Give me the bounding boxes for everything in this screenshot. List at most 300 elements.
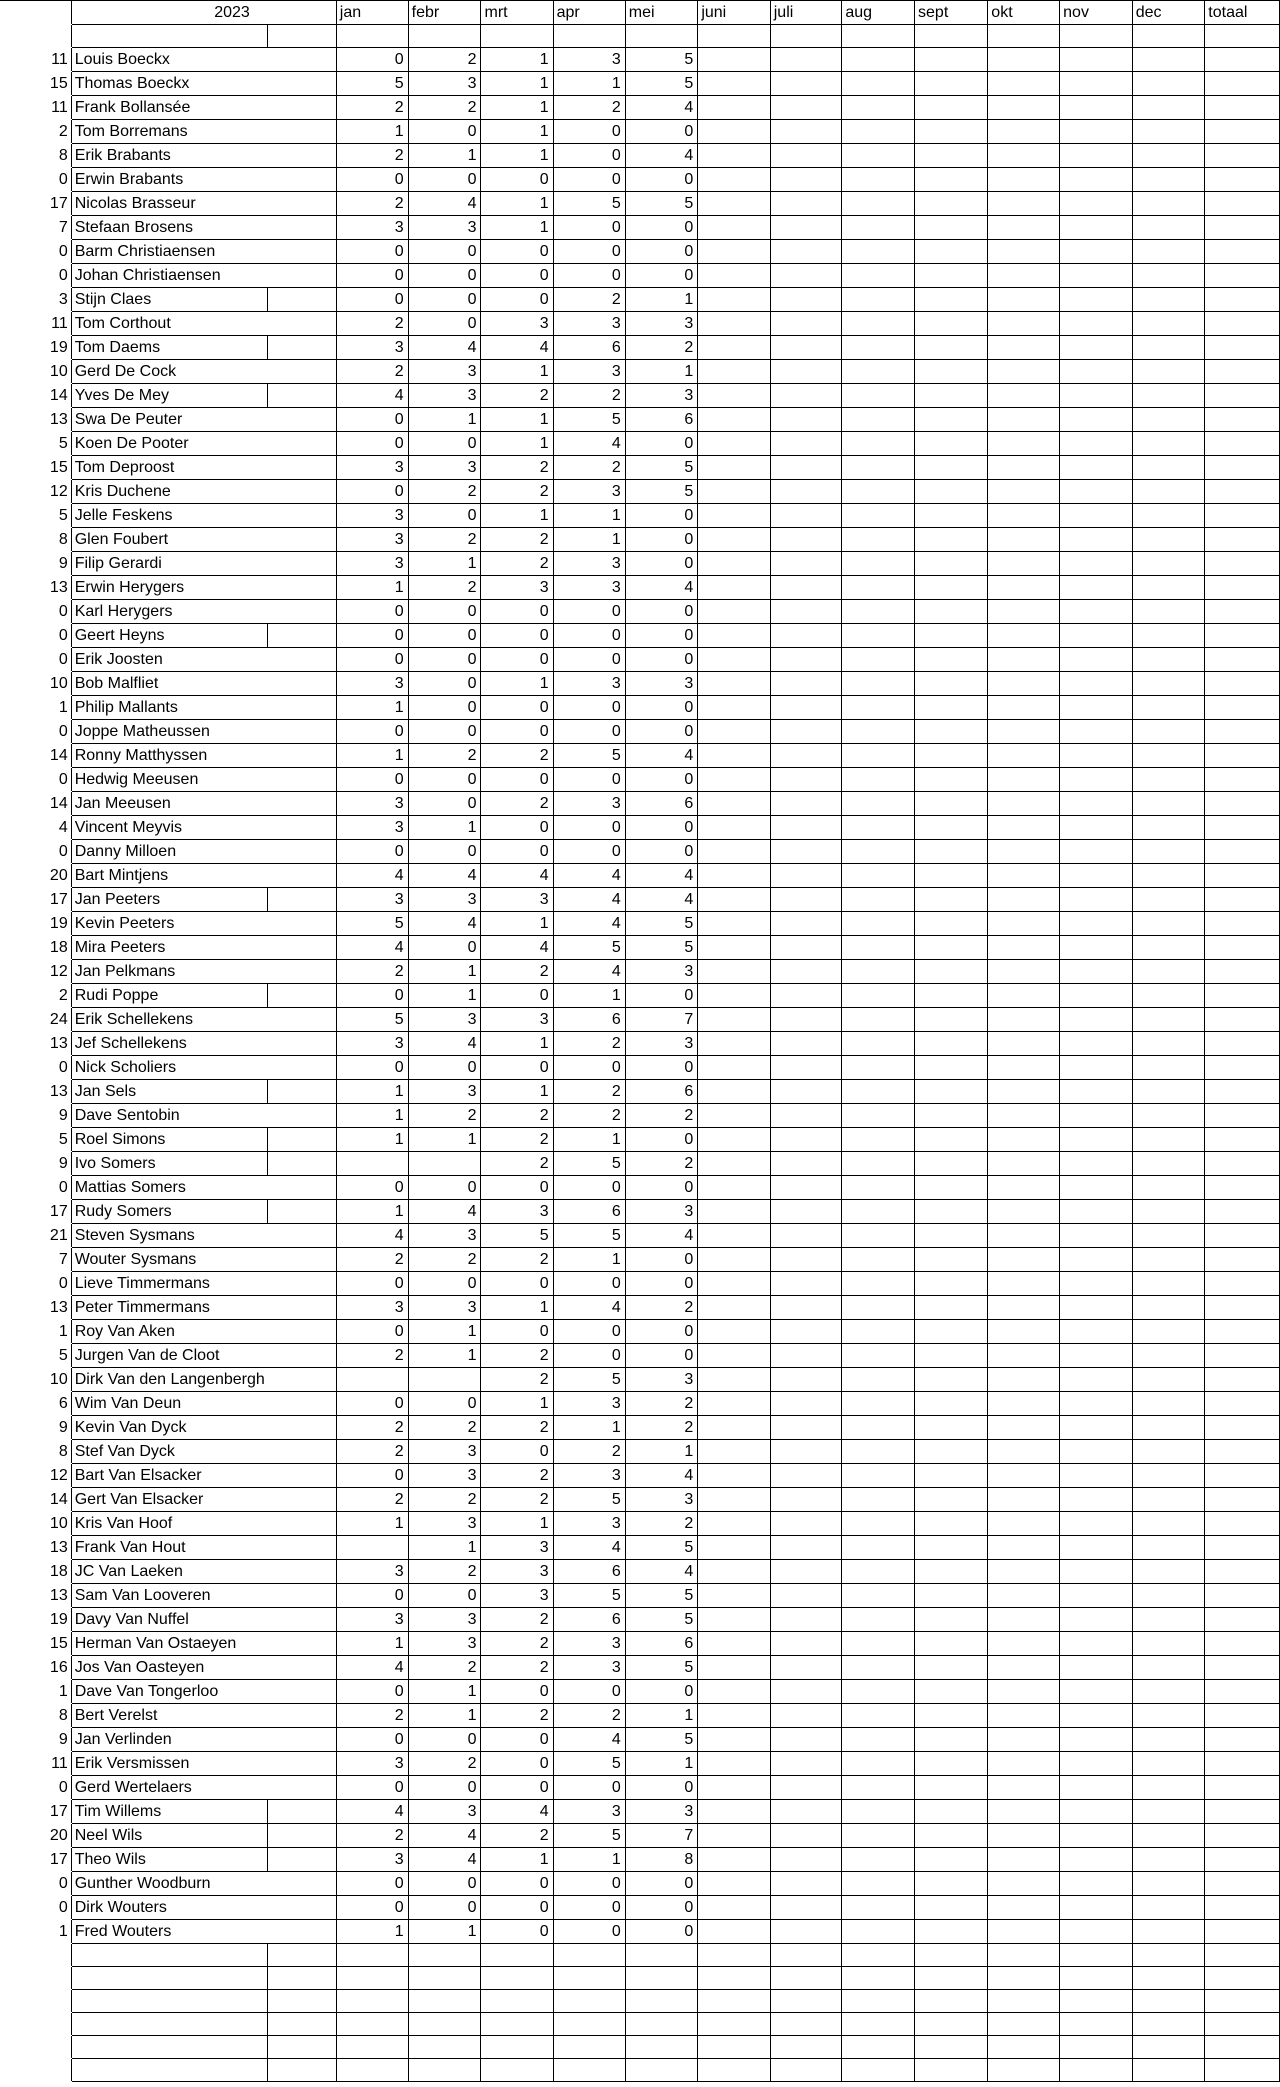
empty-month-cell[interactable] xyxy=(842,768,915,792)
empty-cell[interactable] xyxy=(0,1944,71,1967)
row-total-cell[interactable]: 11 xyxy=(0,96,71,120)
empty-month-cell[interactable] xyxy=(1132,1368,1205,1392)
month-value-cell[interactable]: 2 xyxy=(336,312,408,336)
empty-month-cell[interactable] xyxy=(842,576,915,600)
month-value-cell[interactable]: 3 xyxy=(336,792,408,816)
member-name-cell[interactable]: Steven Sysmans xyxy=(71,1224,268,1248)
month-value-cell[interactable]: 5 xyxy=(553,1488,625,1512)
empty-month-cell[interactable] xyxy=(988,1416,1060,1440)
empty-month-cell[interactable] xyxy=(1060,1056,1133,1080)
empty-month-cell[interactable] xyxy=(770,1680,842,1704)
month-value-cell[interactable]: 5 xyxy=(336,912,408,936)
row-total-cell[interactable]: 19 xyxy=(0,336,71,360)
empty-month-cell[interactable] xyxy=(1132,1392,1205,1416)
empty-month-cell[interactable] xyxy=(1132,48,1205,72)
empty-month-cell[interactable] xyxy=(915,1224,988,1248)
empty-month-cell[interactable] xyxy=(698,1008,770,1032)
empty-month-cell[interactable] xyxy=(770,1824,842,1848)
empty-month-cell[interactable] xyxy=(1132,1896,1205,1920)
month-value-cell[interactable]: 2 xyxy=(481,1104,553,1128)
empty-month-cell[interactable] xyxy=(915,1824,988,1848)
empty-month-cell[interactable] xyxy=(988,552,1060,576)
month-value-cell[interactable]: 1 xyxy=(336,1200,408,1224)
month-value-cell[interactable]: 3 xyxy=(481,1008,553,1032)
row-total-cell[interactable]: 17 xyxy=(0,888,71,912)
empty-month-cell[interactable] xyxy=(1060,1536,1133,1560)
month-value-cell[interactable]: 2 xyxy=(625,1296,698,1320)
month-value-cell[interactable]: 3 xyxy=(553,48,625,72)
empty-cell[interactable] xyxy=(915,2036,988,2059)
month-value-cell[interactable]: 2 xyxy=(625,1152,698,1176)
month-value-cell[interactable]: 0 xyxy=(481,168,553,192)
empty-month-cell[interactable] xyxy=(770,1920,842,1944)
empty-month-cell[interactable] xyxy=(915,144,988,168)
empty-month-cell[interactable] xyxy=(1132,624,1205,648)
member-name-cell[interactable]: Roy Van Aken xyxy=(71,1320,268,1344)
member-name-cell[interactable]: Jos Van Oasteyen xyxy=(71,1656,268,1680)
name-spill-cell[interactable] xyxy=(268,408,337,432)
month-value-cell[interactable]: 0 xyxy=(408,624,481,648)
month-value-cell[interactable]: 4 xyxy=(553,432,625,456)
empty-cell[interactable] xyxy=(842,1990,915,2013)
empty-month-cell[interactable] xyxy=(770,1128,842,1152)
month-value-cell[interactable]: 0 xyxy=(481,648,553,672)
month-value-cell[interactable] xyxy=(336,1152,408,1176)
month-value-cell[interactable]: 5 xyxy=(553,1824,625,1848)
month-value-cell[interactable]: 0 xyxy=(481,720,553,744)
month-value-cell[interactable]: 3 xyxy=(408,1224,481,1248)
empty-month-cell[interactable] xyxy=(1132,1296,1205,1320)
empty-cell[interactable] xyxy=(1060,1967,1133,1990)
empty-cell[interactable] xyxy=(553,1944,625,1967)
month-value-cell[interactable]: 3 xyxy=(481,1560,553,1584)
month-value-cell[interactable]: 0 xyxy=(553,1320,625,1344)
month-value-cell[interactable]: 3 xyxy=(553,576,625,600)
empty-month-cell[interactable] xyxy=(1205,1344,1280,1368)
month-value-cell[interactable]: 3 xyxy=(553,552,625,576)
empty-month-cell[interactable] xyxy=(988,480,1060,504)
row-total-cell[interactable]: 2 xyxy=(0,984,71,1008)
empty-month-cell[interactable] xyxy=(698,984,770,1008)
empty-month-cell[interactable] xyxy=(770,576,842,600)
empty-month-cell[interactable] xyxy=(915,1752,988,1776)
empty-month-cell[interactable] xyxy=(842,672,915,696)
empty-month-cell[interactable] xyxy=(988,1704,1060,1728)
month-value-cell[interactable]: 2 xyxy=(625,1104,698,1128)
empty-month-cell[interactable] xyxy=(770,408,842,432)
member-name-cell[interactable]: Erwin Herygers xyxy=(71,576,268,600)
empty-month-cell[interactable] xyxy=(915,576,988,600)
month-value-cell[interactable]: 1 xyxy=(408,1704,481,1728)
empty-month-cell[interactable] xyxy=(842,144,915,168)
empty-month-cell[interactable] xyxy=(915,1248,988,1272)
empty-month-cell[interactable] xyxy=(915,1800,988,1824)
empty-cell[interactable] xyxy=(0,2059,71,2082)
empty-month-cell[interactable] xyxy=(915,936,988,960)
row-total-cell[interactable]: 10 xyxy=(0,1512,71,1536)
empty-month-cell[interactable] xyxy=(988,1008,1060,1032)
month-value-cell[interactable]: 0 xyxy=(553,216,625,240)
empty-cell[interactable] xyxy=(770,1944,842,1967)
empty-month-cell[interactable] xyxy=(698,624,770,648)
empty-month-cell[interactable] xyxy=(1060,408,1133,432)
empty-month-cell[interactable] xyxy=(770,168,842,192)
empty-month-cell[interactable] xyxy=(842,792,915,816)
empty-month-cell[interactable] xyxy=(915,1080,988,1104)
month-value-cell[interactable]: 3 xyxy=(336,528,408,552)
month-value-cell[interactable]: 3 xyxy=(553,1392,625,1416)
empty-month-cell[interactable] xyxy=(770,1440,842,1464)
empty-month-cell[interactable] xyxy=(842,744,915,768)
month-value-cell[interactable]: 0 xyxy=(408,648,481,672)
empty-month-cell[interactable] xyxy=(915,1056,988,1080)
empty-month-cell[interactable] xyxy=(1132,264,1205,288)
month-value-cell[interactable]: 0 xyxy=(553,624,625,648)
month-value-cell[interactable]: 1 xyxy=(336,576,408,600)
empty-month-cell[interactable] xyxy=(1060,1488,1133,1512)
empty-month-cell[interactable] xyxy=(842,264,915,288)
empty-month-cell[interactable] xyxy=(988,1200,1060,1224)
empty-month-cell[interactable] xyxy=(1060,1824,1133,1848)
empty-month-cell[interactable] xyxy=(1060,1656,1133,1680)
empty-month-cell[interactable] xyxy=(988,1128,1060,1152)
month-value-cell[interactable]: 1 xyxy=(481,96,553,120)
empty-month-cell[interactable] xyxy=(698,1104,770,1128)
month-value-cell[interactable]: 0 xyxy=(625,1128,698,1152)
empty-month-cell[interactable] xyxy=(1060,1032,1133,1056)
empty-month-cell[interactable] xyxy=(698,1776,770,1800)
month-value-cell[interactable]: 1 xyxy=(481,504,553,528)
empty-month-cell[interactable] xyxy=(1060,1920,1133,1944)
member-name-cell[interactable]: Jan Verlinden xyxy=(71,1728,268,1752)
empty-month-cell[interactable] xyxy=(1060,264,1133,288)
month-value-cell[interactable]: 5 xyxy=(553,1224,625,1248)
month-value-cell[interactable]: 5 xyxy=(625,912,698,936)
name-spill-cell[interactable] xyxy=(268,1200,337,1224)
empty-month-cell[interactable] xyxy=(1205,888,1280,912)
month-value-cell[interactable]: 5 xyxy=(625,936,698,960)
name-spill-cell[interactable] xyxy=(268,1536,337,1560)
empty-month-cell[interactable] xyxy=(770,840,842,864)
name-spill-cell[interactable] xyxy=(268,720,337,744)
month-value-cell[interactable]: 4 xyxy=(481,1800,553,1824)
month-value-cell[interactable]: 0 xyxy=(408,768,481,792)
month-value-cell[interactable]: 2 xyxy=(481,1152,553,1176)
empty-month-cell[interactable] xyxy=(1060,1440,1133,1464)
month-value-cell[interactable]: 2 xyxy=(336,1416,408,1440)
empty-month-cell[interactable] xyxy=(915,1632,988,1656)
month-value-cell[interactable]: 3 xyxy=(408,360,481,384)
month-value-cell[interactable]: 1 xyxy=(336,1128,408,1152)
empty-month-cell[interactable] xyxy=(915,1488,988,1512)
empty-month-cell[interactable] xyxy=(770,1008,842,1032)
empty-month-cell[interactable] xyxy=(770,648,842,672)
empty-month-cell[interactable] xyxy=(988,1032,1060,1056)
empty-month-cell[interactable] xyxy=(842,1896,915,1920)
empty-cell[interactable] xyxy=(336,1944,408,1967)
header-empty-cell[interactable] xyxy=(268,1,337,25)
row-total-cell[interactable]: 18 xyxy=(0,936,71,960)
empty-cell[interactable] xyxy=(988,2059,1060,2082)
empty-month-cell[interactable] xyxy=(1205,48,1280,72)
row-total-cell[interactable]: 1 xyxy=(0,1680,71,1704)
month-value-cell[interactable]: 0 xyxy=(336,1392,408,1416)
month-value-cell[interactable]: 3 xyxy=(625,672,698,696)
month-value-cell[interactable]: 3 xyxy=(481,1200,553,1224)
empty-month-cell[interactable] xyxy=(1132,1248,1205,1272)
empty-cell[interactable] xyxy=(842,2036,915,2059)
empty-cell[interactable] xyxy=(268,1944,337,1967)
empty-month-cell[interactable] xyxy=(698,840,770,864)
empty-month-cell[interactable] xyxy=(770,720,842,744)
empty-month-cell[interactable] xyxy=(698,1320,770,1344)
month-value-cell[interactable]: 0 xyxy=(625,840,698,864)
empty-month-cell[interactable] xyxy=(698,1872,770,1896)
row-total-cell[interactable]: 5 xyxy=(0,432,71,456)
member-name-cell[interactable]: Jan Meeusen xyxy=(71,792,268,816)
month-value-cell[interactable]: 4 xyxy=(625,888,698,912)
empty-month-cell[interactable] xyxy=(842,1128,915,1152)
name-spill-cell[interactable] xyxy=(268,1440,337,1464)
empty-month-cell[interactable] xyxy=(698,1608,770,1632)
name-spill-cell[interactable] xyxy=(268,1128,337,1152)
empty-month-cell[interactable] xyxy=(698,288,770,312)
month-header[interactable]: febr xyxy=(408,1,481,25)
empty-month-cell[interactable] xyxy=(1132,1656,1205,1680)
empty-cell[interactable] xyxy=(915,1944,988,1967)
empty-month-cell[interactable] xyxy=(1205,72,1280,96)
empty-month-cell[interactable] xyxy=(915,1656,988,1680)
empty-month-cell[interactable] xyxy=(1132,1608,1205,1632)
empty-cell[interactable] xyxy=(915,2013,988,2036)
empty-month-cell[interactable] xyxy=(770,120,842,144)
month-value-cell[interactable]: 1 xyxy=(408,1320,481,1344)
empty-month-cell[interactable] xyxy=(770,432,842,456)
name-spill-cell[interactable] xyxy=(268,1080,337,1104)
empty-month-cell[interactable] xyxy=(1132,312,1205,336)
empty-month-cell[interactable] xyxy=(1060,984,1133,1008)
month-value-cell[interactable]: 3 xyxy=(336,1560,408,1584)
name-spill-cell[interactable] xyxy=(268,840,337,864)
empty-month-cell[interactable] xyxy=(988,1776,1060,1800)
empty-month-cell[interactable] xyxy=(698,1728,770,1752)
empty-month-cell[interactable] xyxy=(1060,1176,1133,1200)
spacer-cell[interactable] xyxy=(268,25,337,48)
month-value-cell[interactable]: 0 xyxy=(481,1056,553,1080)
empty-month-cell[interactable] xyxy=(1060,1224,1133,1248)
month-value-cell[interactable]: 1 xyxy=(481,72,553,96)
month-value-cell[interactable]: 0 xyxy=(481,1272,553,1296)
empty-cell[interactable] xyxy=(770,1967,842,1990)
spacer-cell[interactable] xyxy=(1060,25,1133,48)
month-value-cell[interactable]: 0 xyxy=(625,648,698,672)
member-name-cell[interactable]: Frank Van Hout xyxy=(71,1536,268,1560)
empty-month-cell[interactable] xyxy=(770,1728,842,1752)
empty-month-cell[interactable] xyxy=(698,768,770,792)
empty-month-cell[interactable] xyxy=(1060,480,1133,504)
empty-month-cell[interactable] xyxy=(1205,1200,1280,1224)
empty-month-cell[interactable] xyxy=(1205,1368,1280,1392)
month-value-cell[interactable]: 2 xyxy=(553,288,625,312)
row-total-cell[interactable]: 18 xyxy=(0,1560,71,1584)
month-value-cell[interactable]: 4 xyxy=(481,864,553,888)
member-name-cell[interactable]: Tom Deproost xyxy=(71,456,268,480)
row-total-cell[interactable]: 17 xyxy=(0,1800,71,1824)
empty-month-cell[interactable] xyxy=(988,48,1060,72)
empty-month-cell[interactable] xyxy=(1132,936,1205,960)
empty-month-cell[interactable] xyxy=(915,1032,988,1056)
empty-month-cell[interactable] xyxy=(698,1896,770,1920)
month-value-cell[interactable]: 1 xyxy=(481,144,553,168)
name-spill-cell[interactable] xyxy=(268,312,337,336)
empty-month-cell[interactable] xyxy=(1060,192,1133,216)
name-spill-cell[interactable] xyxy=(268,144,337,168)
empty-month-cell[interactable] xyxy=(988,720,1060,744)
month-value-cell[interactable]: 4 xyxy=(625,144,698,168)
month-value-cell[interactable]: 6 xyxy=(625,408,698,432)
empty-cell[interactable] xyxy=(71,1967,268,1990)
month-value-cell[interactable]: 4 xyxy=(625,744,698,768)
month-value-cell[interactable]: 5 xyxy=(625,456,698,480)
name-spill-cell[interactable] xyxy=(268,888,337,912)
row-total-cell[interactable]: 5 xyxy=(0,1128,71,1152)
month-value-cell[interactable]: 2 xyxy=(481,792,553,816)
row-total-cell[interactable]: 13 xyxy=(0,576,71,600)
month-value-cell[interactable]: 0 xyxy=(481,1776,553,1800)
month-value-cell[interactable]: 2 xyxy=(553,1440,625,1464)
empty-month-cell[interactable] xyxy=(1132,528,1205,552)
empty-month-cell[interactable] xyxy=(1060,336,1133,360)
name-spill-cell[interactable] xyxy=(268,264,337,288)
month-value-cell[interactable]: 3 xyxy=(481,1584,553,1608)
empty-cell[interactable] xyxy=(1205,2036,1280,2059)
month-value-cell[interactable]: 0 xyxy=(408,720,481,744)
month-value-cell[interactable]: 4 xyxy=(408,192,481,216)
month-value-cell[interactable]: 3 xyxy=(336,1608,408,1632)
month-value-cell[interactable]: 0 xyxy=(625,1872,698,1896)
empty-month-cell[interactable] xyxy=(1132,1344,1205,1368)
empty-month-cell[interactable] xyxy=(770,144,842,168)
empty-month-cell[interactable] xyxy=(698,1176,770,1200)
empty-cell[interactable] xyxy=(481,2059,553,2082)
empty-month-cell[interactable] xyxy=(915,840,988,864)
empty-month-cell[interactable] xyxy=(915,264,988,288)
name-spill-cell[interactable] xyxy=(268,1464,337,1488)
row-total-cell[interactable]: 11 xyxy=(0,312,71,336)
empty-month-cell[interactable] xyxy=(698,744,770,768)
empty-month-cell[interactable] xyxy=(915,1416,988,1440)
name-spill-cell[interactable] xyxy=(268,1248,337,1272)
month-value-cell[interactable] xyxy=(336,1368,408,1392)
month-value-cell[interactable]: 0 xyxy=(625,1272,698,1296)
empty-month-cell[interactable] xyxy=(1132,336,1205,360)
empty-month-cell[interactable] xyxy=(1060,432,1133,456)
empty-month-cell[interactable] xyxy=(988,96,1060,120)
month-value-cell[interactable]: 4 xyxy=(625,1560,698,1584)
empty-month-cell[interactable] xyxy=(1205,1464,1280,1488)
empty-month-cell[interactable] xyxy=(770,504,842,528)
month-value-cell[interactable]: 0 xyxy=(625,240,698,264)
name-spill-cell[interactable] xyxy=(268,1752,337,1776)
empty-month-cell[interactable] xyxy=(988,696,1060,720)
empty-month-cell[interactable] xyxy=(770,600,842,624)
name-spill-cell[interactable] xyxy=(268,960,337,984)
row-total-cell[interactable]: 8 xyxy=(0,1440,71,1464)
month-value-cell[interactable]: 0 xyxy=(408,696,481,720)
month-value-cell[interactable]: 6 xyxy=(625,1080,698,1104)
empty-month-cell[interactable] xyxy=(842,1056,915,1080)
empty-month-cell[interactable] xyxy=(1132,1728,1205,1752)
empty-month-cell[interactable] xyxy=(988,1560,1060,1584)
month-value-cell[interactable]: 0 xyxy=(408,504,481,528)
empty-month-cell[interactable] xyxy=(1132,1776,1205,1800)
empty-month-cell[interactable] xyxy=(1205,576,1280,600)
member-name-cell[interactable]: Stijn Claes xyxy=(71,288,268,312)
empty-month-cell[interactable] xyxy=(1132,720,1205,744)
empty-month-cell[interactable] xyxy=(915,648,988,672)
empty-cell[interactable] xyxy=(988,1990,1060,2013)
empty-cell[interactable] xyxy=(1060,2036,1133,2059)
empty-month-cell[interactable] xyxy=(915,456,988,480)
empty-month-cell[interactable] xyxy=(1060,1104,1133,1128)
empty-month-cell[interactable] xyxy=(1205,240,1280,264)
name-spill-cell[interactable] xyxy=(268,912,337,936)
month-value-cell[interactable]: 0 xyxy=(625,216,698,240)
month-value-cell[interactable]: 0 xyxy=(553,600,625,624)
month-value-cell[interactable]: 0 xyxy=(336,624,408,648)
month-value-cell[interactable]: 3 xyxy=(553,1800,625,1824)
empty-cell[interactable] xyxy=(770,2059,842,2082)
empty-month-cell[interactable] xyxy=(988,384,1060,408)
month-value-cell[interactable]: 0 xyxy=(625,600,698,624)
empty-month-cell[interactable] xyxy=(698,408,770,432)
member-name-cell[interactable]: Bob Malfliet xyxy=(71,672,268,696)
empty-month-cell[interactable] xyxy=(1132,120,1205,144)
empty-month-cell[interactable] xyxy=(988,360,1060,384)
empty-month-cell[interactable] xyxy=(770,1224,842,1248)
row-total-cell[interactable]: 14 xyxy=(0,792,71,816)
month-value-cell[interactable]: 0 xyxy=(336,1872,408,1896)
empty-month-cell[interactable] xyxy=(1205,216,1280,240)
month-value-cell[interactable]: 0 xyxy=(553,720,625,744)
empty-cell[interactable] xyxy=(1132,1967,1205,1990)
empty-month-cell[interactable] xyxy=(988,1320,1060,1344)
month-value-cell[interactable]: 0 xyxy=(408,1176,481,1200)
name-spill-cell[interactable] xyxy=(268,1512,337,1536)
empty-month-cell[interactable] xyxy=(1060,624,1133,648)
month-value-cell[interactable]: 2 xyxy=(408,1488,481,1512)
empty-month-cell[interactable] xyxy=(1205,480,1280,504)
member-name-cell[interactable]: Bart Van Elsacker xyxy=(71,1464,268,1488)
row-total-cell[interactable]: 1 xyxy=(0,696,71,720)
row-total-cell[interactable]: 1 xyxy=(0,1320,71,1344)
month-value-cell[interactable]: 2 xyxy=(481,456,553,480)
spacer-cell[interactable] xyxy=(842,25,915,48)
month-value-cell[interactable]: 0 xyxy=(625,624,698,648)
empty-month-cell[interactable] xyxy=(842,1584,915,1608)
empty-month-cell[interactable] xyxy=(698,552,770,576)
name-spill-cell[interactable] xyxy=(268,1824,337,1848)
member-name-cell[interactable]: Frank Bollansée xyxy=(71,96,268,120)
empty-month-cell[interactable] xyxy=(988,1680,1060,1704)
empty-month-cell[interactable] xyxy=(1060,1632,1133,1656)
member-name-cell[interactable]: Kris Duchene xyxy=(71,480,268,504)
spacer-cell[interactable] xyxy=(336,25,408,48)
month-value-cell[interactable]: 1 xyxy=(625,360,698,384)
month-value-cell[interactable]: 2 xyxy=(408,480,481,504)
name-spill-cell[interactable] xyxy=(268,120,337,144)
month-header[interactable]: totaal xyxy=(1205,1,1280,25)
